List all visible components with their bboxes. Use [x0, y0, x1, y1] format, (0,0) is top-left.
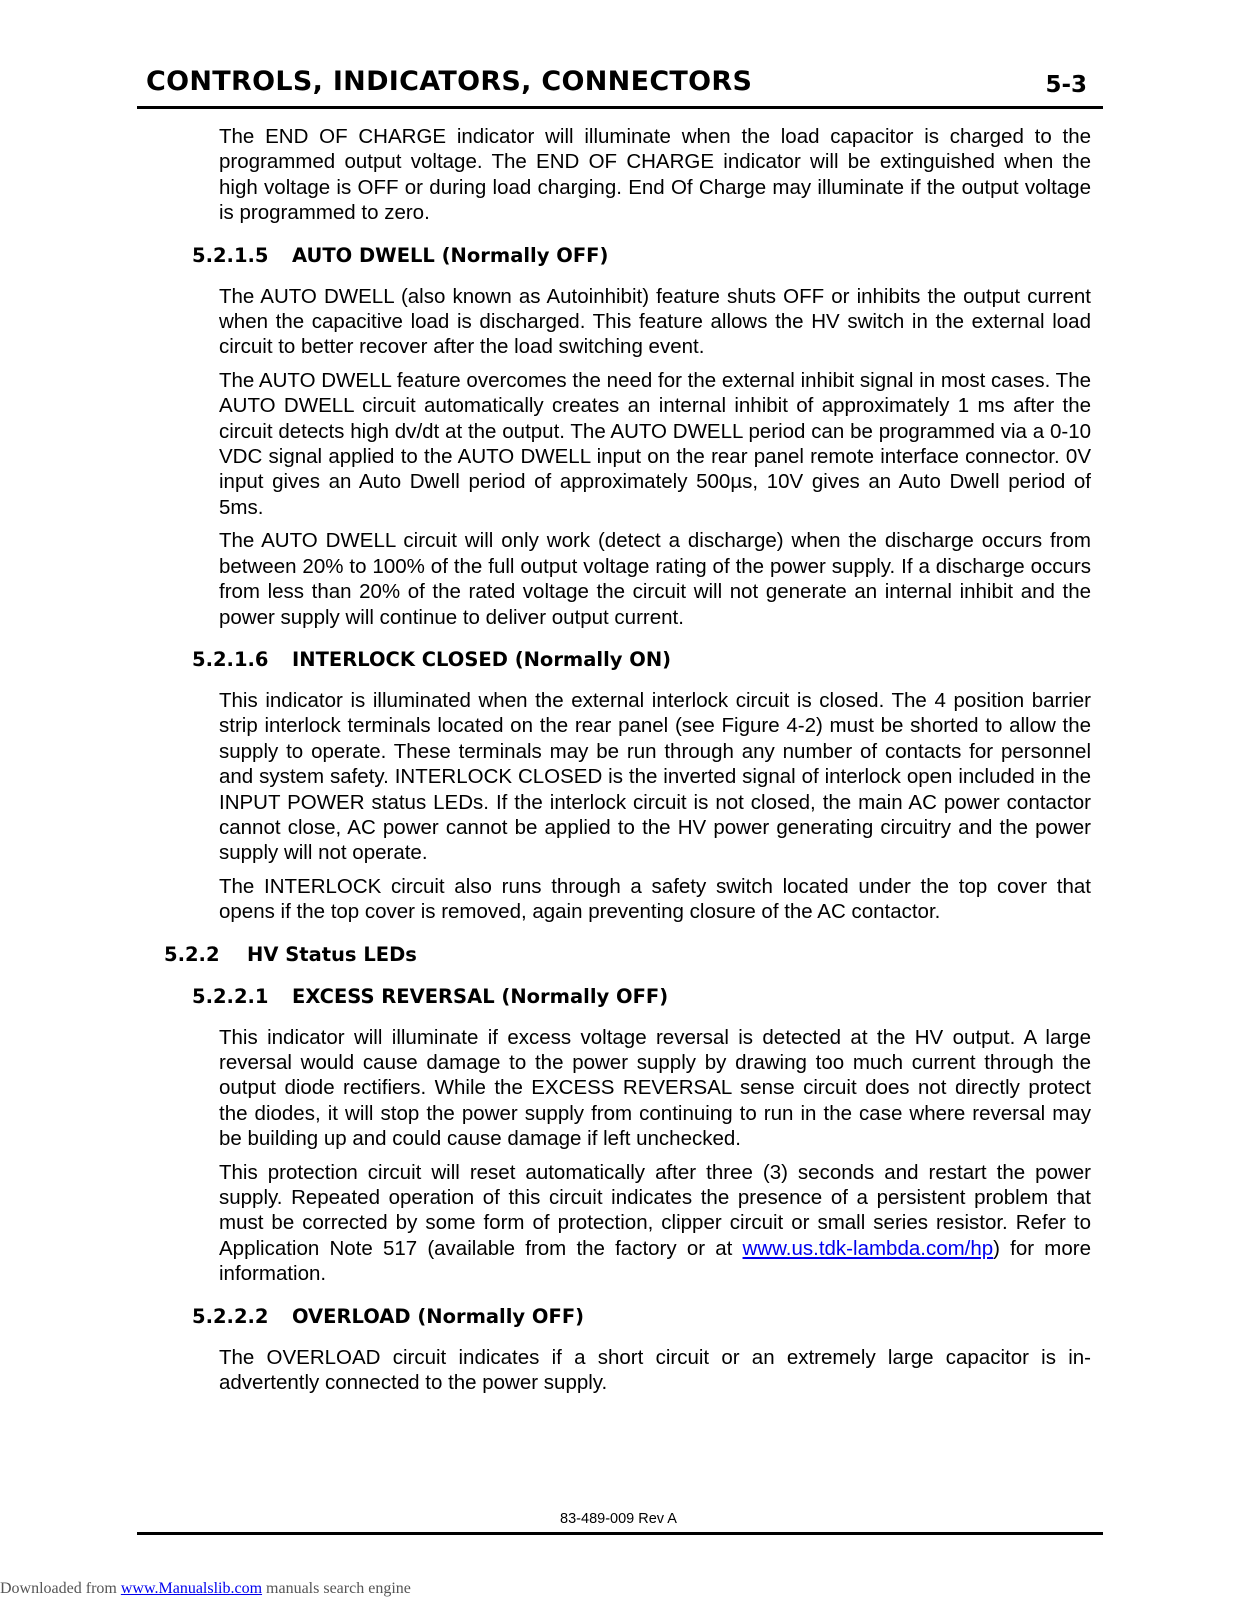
- paragraph-auto-dwell-1: The AUTO DWELL (also known as Autoinhibit) feature shuts OFF or inhibits the output current when the capacitive load is discharged. This feature allows the HV switch in the external load circuit to better recover after the load switching event.: [219, 284, 1091, 359]
- section-title: AUTO DWELL (Normally OFF): [292, 243, 609, 267]
- heading-hv-status-leds: [164, 943, 1237, 967]
- section-title: INTERLOCK CLOSED (Normally ON): [292, 647, 672, 671]
- heading-excess-reversal: [192, 985, 1237, 1009]
- paragraph-text: ) for more information.: [219, 1236, 1091, 1286]
- paragraph-excess-reversal-2: [219, 1160, 1091, 1287]
- paragraph-excess-reversal-1: This indicator will illuminate if excess voltage reversal is detected at the HV output. A large reversal would cause damage to the power supply by drawing too much current through the output diode rectifiers. While the EXCESS REVERSAL sense circuit does not directly protect the diodes, it will stop the power supply from continuing to run in the case where reversal may be building up and could cause damage if left unchecked.: [219, 1025, 1091, 1151]
- heading-auto-dwell: [192, 244, 1237, 268]
- section-number: 5.2.1.6: [192, 647, 269, 671]
- section-number: 5.2.2: [164, 942, 220, 966]
- paragraph-auto-dwell-3: The AUTO DWELL circuit will only work (detect a discharge) when the discharge occurs from between 20% to 100% of the full output voltage rating of the power supply. If a discharge occurs from less than 20% of the rated voltage the circuit will not generate an internal inhibit and the power supply will continue to deliver output current.: [219, 529, 1091, 629]
- paragraph-text: This protection circuit will reset automatically after three (3) seconds and restart the power supply. Repeated operation of this circuit indicates the presence of a persistent problem that must be corrected by some form of protection, clipper circuit or small series resistor. Refer to Application Note 517 (available from the factory or at: [219, 1160, 1091, 1260]
- paragraph-end-of-charge: The END OF CHARGE indicator will illuminate when the load capacitor is charged to the programmed output voltage. The END OF CHARGE indicator will be extinguished when the high voltage is OFF or during load charging. End Of Charge may illuminate if the output voltage is programmed to zero.: [219, 125, 1091, 225]
- tdk-lambda-link[interactable]: www.us.tdk-lambda.com/hp: [742, 1236, 994, 1260]
- page-header-title: CONTROLS, INDICATORS, CONNECTORS: [146, 66, 753, 97]
- download-banner: [0, 1580, 411, 1598]
- header-divider: [137, 106, 1103, 109]
- heading-overload: [192, 1305, 1237, 1329]
- download-prefix: Downloaded from: [0, 1580, 121, 1597]
- section-title: HV Status LEDs: [247, 942, 417, 966]
- manualslib-link[interactable]: www.Manualslib.com: [120, 1580, 263, 1597]
- paragraph-interlock-1: This indicator is illuminated when the external interlock circuit is closed. The 4 position barrier strip interlock terminals located on the rear panel (see Figure 4-2) must be shorted to allow the supply to operate. These terminals may be run through any number of contacts for personnel and system safety. INTERLOCK CLOSED is the inverted signal of interlock open included in the INPUT POWER status LEDs. If the interlock circuit is not closed, the main AC power contactor cannot close, AC power cannot be applied to the HV power generating circuitry and the power supply will not operate.: [219, 688, 1091, 865]
- section-number: 5.2.1.5: [192, 243, 269, 267]
- page-number: 5-3: [1045, 72, 1087, 98]
- section-title: OVERLOAD (Normally OFF): [292, 1304, 585, 1328]
- section-title: EXCESS REVERSAL (Normally OFF): [292, 984, 669, 1008]
- footer-divider: [137, 1532, 1103, 1535]
- document-number: 83-489-009 Rev A: [560, 1511, 677, 1527]
- download-suffix: manuals search engine: [262, 1580, 411, 1597]
- paragraph-overload: The OVERLOAD circuit indicates if a short circuit or an extremely large capacitor is inadvertently connected to the power supply.: [219, 1345, 1091, 1395]
- paragraph-auto-dwell-2: The AUTO DWELL feature overcomes the need for the external inhibit signal in most cases. The AUTO DWELL circuit automatically creates an internal inhibit of approximately 1 ms after the circuit detects high dv/dt at the output. The AUTO DWELL period can be programmed via a 0-10 VDC signal applied to the AUTO DWELL input on the rear panel remote interface connector. 0V input gives an Auto Dwell period of approximately 500µs, 10V gives an Auto Dwell period of 5ms.: [219, 368, 1091, 519]
- document-body: [0, 124, 1237, 1403]
- section-number: 5.2.2.2: [192, 1304, 269, 1328]
- heading-interlock-closed: [192, 648, 1237, 672]
- paragraph-interlock-2: The INTERLOCK circuit also runs through a safety switch located under the top cover that opens if the top cover is removed, again preventing closure of the AC contactor.: [219, 874, 1091, 924]
- section-number: 5.2.2.1: [192, 984, 269, 1008]
